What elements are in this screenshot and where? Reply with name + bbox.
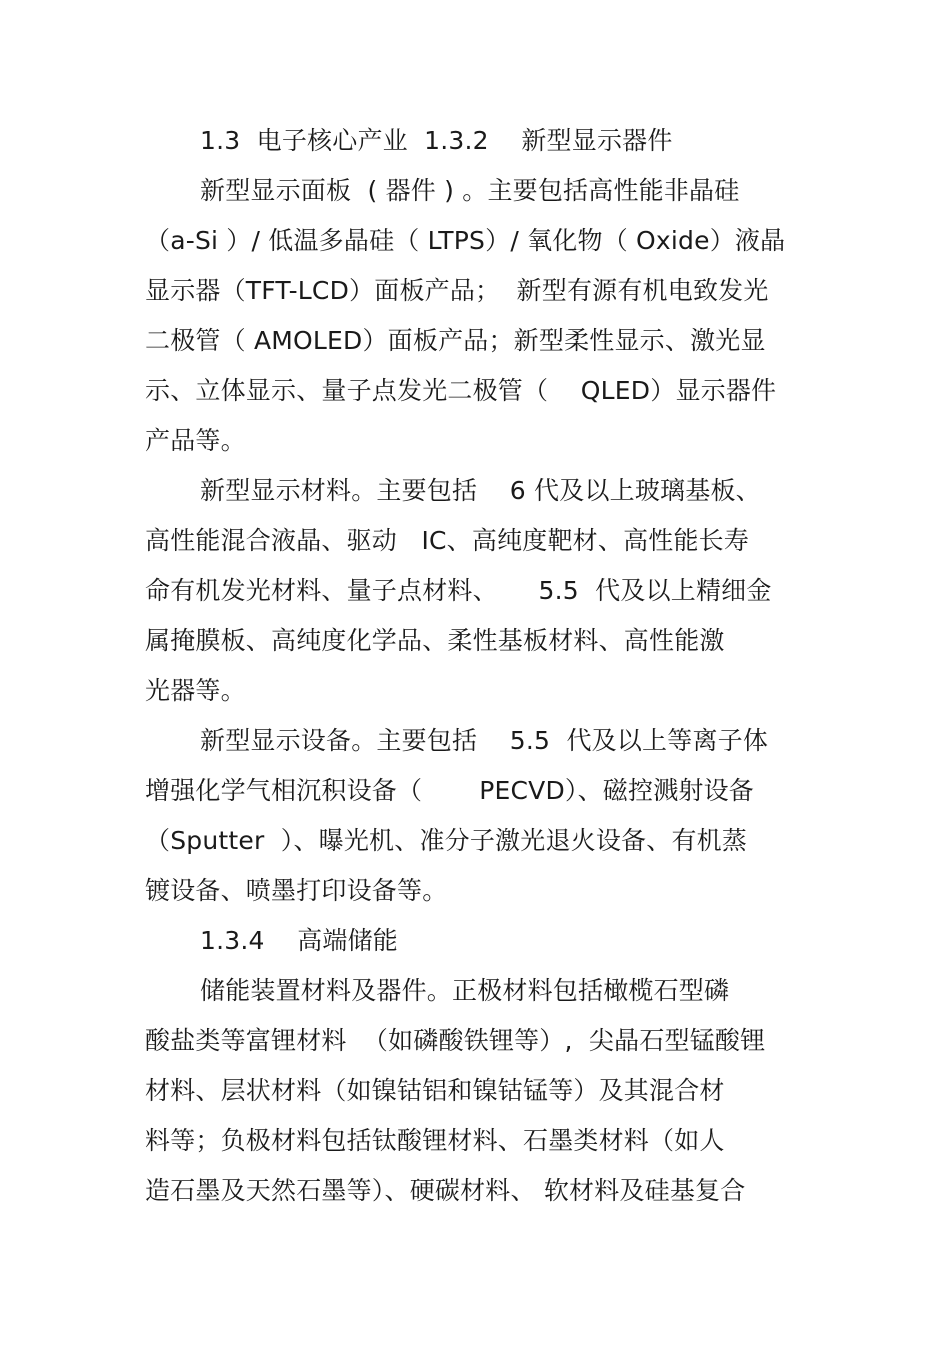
paragraph-line: 新型显示材料。主要包括 6 代及以上玻璃基板、 — [200, 476, 761, 505]
paragraph-line: （a-Si ）/ 低温多晶硅（ LTPS）/ 氧化物（ Oxide）液晶 — [145, 226, 786, 255]
paragraph-line: 增强化学气相沉积设备（ PECVD）、磁控溅射设备 — [145, 776, 755, 805]
paragraph-line: 材料、层状材料（如镍钴铝和镍钴锰等）及其混合材 — [145, 1076, 725, 1105]
paragraph-line: 产品等。 — [145, 426, 246, 455]
paragraph-line: 显示器（TFT-LCD）面板产品； 新型有源有机电致发光 — [145, 276, 769, 305]
section-heading-1-3-4: 1.3.4 高端储能 — [200, 926, 398, 955]
paragraph-line: 示、立体显示、量子点发光二极管（ QLED）显示器件 — [145, 376, 777, 405]
paragraph-line: 新型显示设备。主要包括 5.5 代及以上等离子体 — [200, 726, 769, 755]
section-heading-1-3: 1.3 电子核心产业 1.3.2 新型显示器件 — [200, 126, 673, 155]
paragraph-line: 高性能混合液晶、驱动 IC、高纯度靶材、高性能长寿 — [145, 526, 750, 555]
paragraph-line: 新型显示面板 ( 器件 ) 。主要包括高性能非晶硅 — [200, 176, 740, 205]
paragraph-line: 属掩膜板、高纯度化学品、柔性基板材料、高性能激 — [145, 626, 725, 655]
paragraph-line: 镀设备、喷墨打印设备等。 — [145, 876, 448, 905]
paragraph-line: 酸盐类等富锂材料 （如磷酸铁锂等）, 尖晶石型锰酸锂 — [145, 1026, 766, 1055]
paragraph-line: 储能装置材料及器件。正极材料包括橄榄石型磷 — [200, 976, 730, 1005]
paragraph-line: 造石墨及天然石墨等）、硬碳材料、 软材料及硅基复合 — [145, 1176, 746, 1205]
paragraph-line: 命有机发光材料、量子点材料、 5.5 代及以上精细金 — [145, 576, 772, 605]
paragraph-line: 光器等。 — [145, 676, 246, 705]
paragraph-line: （Sputter ）、曝光机、准分子激光退火设备、有机蒸 — [145, 826, 748, 855]
paragraph-line: 二极管（ AMOLED）面板产品；新型柔性显示、激光显 — [145, 326, 766, 355]
paragraph-line: 料等；负极材料包括钛酸锂材料、石墨类材料（如人 — [145, 1126, 725, 1155]
